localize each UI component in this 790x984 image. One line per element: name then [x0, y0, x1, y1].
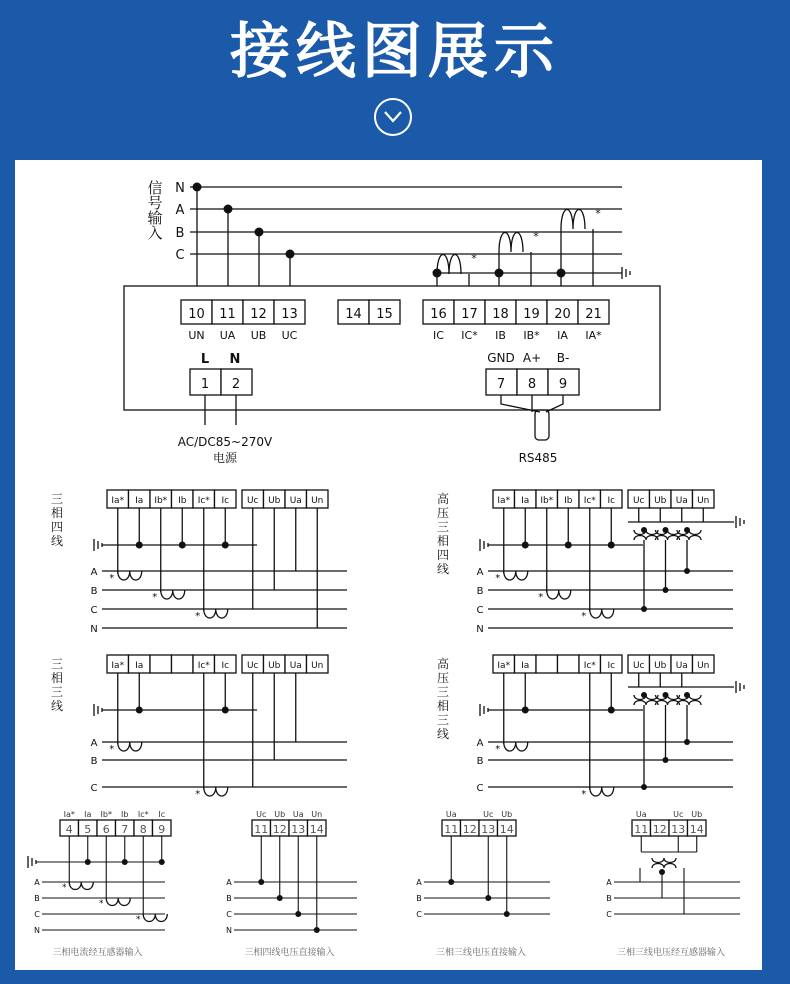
phase-label: A [606, 878, 612, 887]
terminal-label: Ia [84, 810, 92, 819]
terminal-number: 14 [309, 823, 324, 836]
terminal-number: 2 [231, 377, 241, 392]
terminal-label: Ub [274, 810, 286, 819]
wiring-mode-label: 压 [436, 671, 450, 685]
terminal-label: Ia* [111, 496, 125, 506]
terminal-number: 11 [634, 823, 649, 836]
rs485-label: RS485 [518, 451, 558, 465]
wiring-mode-label: 高 [436, 492, 450, 506]
phase-label: C [34, 910, 40, 919]
signal-input-label: 入 [147, 224, 163, 242]
junction-dot [641, 606, 647, 612]
terminal-label: UB [250, 329, 267, 342]
terminal-number: 17 [461, 307, 478, 322]
signal-input-label: 号 [147, 194, 163, 212]
phase-label: N [90, 624, 98, 635]
junction-dot [684, 692, 690, 698]
junction-dot [684, 739, 690, 745]
wiring-mode-label: 压 [436, 506, 450, 520]
terminal-number: 13 [671, 823, 686, 836]
terminal-number: 9 [558, 377, 568, 392]
phase-label: N [226, 926, 232, 935]
terminal-number: 13 [281, 307, 298, 322]
terminal-label: Uc [483, 810, 494, 819]
junction-dot [684, 527, 690, 533]
phase-label: C [606, 910, 612, 919]
wiring-mode-label: 相 [436, 699, 450, 713]
current-terminal [536, 655, 558, 673]
junction-dot [277, 895, 283, 901]
terminal-label: IB [495, 329, 506, 342]
junction-dot [663, 757, 669, 763]
phase-label: C [226, 910, 232, 919]
junction-dot [663, 692, 669, 698]
terminal-number: 8 [527, 377, 537, 392]
terminal-label: Ua [289, 661, 302, 671]
current-transformer-coil [590, 787, 614, 796]
phase-label: A [476, 738, 484, 749]
current-transformer-coil [561, 210, 585, 230]
junction-dot [136, 707, 143, 714]
terminal-label: Ub [501, 810, 513, 819]
comm-label: GND [487, 351, 515, 365]
terminal-label: Ib* [100, 810, 112, 819]
current-transformer-coil [204, 609, 228, 618]
terminal-label: Un [311, 496, 324, 506]
current-terminal [558, 655, 580, 673]
phase-label: N [476, 624, 484, 635]
terminal-label: Ic* [197, 496, 210, 506]
terminal-number: 11 [219, 307, 236, 322]
terminal-number: 14 [499, 823, 514, 836]
phase-label: B [226, 894, 232, 903]
wiring-mode-label: 相 [50, 671, 64, 685]
terminal-label: Ic* [137, 810, 149, 819]
phase-label: C [90, 783, 98, 794]
wiring-mode-label: 三 [436, 520, 450, 534]
junction-dot [295, 911, 301, 917]
terminal-label: Ia [521, 496, 530, 506]
junction-dot [136, 542, 143, 549]
junction-dot [504, 911, 510, 917]
star-mark: * [136, 915, 141, 925]
current-transformer-coil [547, 590, 571, 599]
star-mark: * [538, 592, 544, 603]
terminal-label: Ua [675, 496, 688, 506]
junction-dot [522, 542, 529, 549]
terminal-number: 4 [65, 823, 73, 836]
terminal-number: 14 [345, 307, 362, 322]
junction-dot [222, 542, 229, 549]
phase-label: B [476, 756, 484, 767]
phase-label: A [416, 878, 422, 887]
terminal-label: Ic [607, 496, 616, 506]
terminal-number: 12 [250, 307, 267, 322]
junction-dot [122, 859, 128, 865]
current-transformer-coil [161, 590, 185, 599]
wiring-mode-label: 相 [436, 534, 450, 548]
junction-dot [641, 692, 647, 698]
terminal-label: Uc [256, 810, 267, 819]
junction-dot [485, 895, 491, 901]
voltage-transformer-coil [634, 536, 658, 541]
junction-dot [314, 927, 320, 933]
power-label-n: N [229, 352, 241, 367]
terminal-label: Ic [607, 661, 616, 671]
terminal-number: 19 [523, 307, 540, 322]
terminal-label: Uc [246, 661, 259, 671]
terminal-number: 12 [272, 823, 287, 836]
terminal-label: Ic* [583, 496, 596, 506]
phase-label: B [476, 586, 484, 597]
star-mark: * [109, 573, 115, 584]
terminal-number: 21 [585, 307, 602, 322]
wiring-mode-label: 线 [50, 699, 64, 713]
terminal-label: Ib [178, 496, 187, 506]
phase-label: B [90, 756, 98, 767]
terminal-number: 8 [139, 823, 147, 836]
diagram-caption: 三相三线电压经互感器输入 [616, 948, 726, 958]
terminal-number: 18 [492, 307, 509, 322]
terminal-label: UN [188, 329, 205, 342]
phase-label: N [34, 926, 40, 935]
terminal-label: IA* [585, 329, 602, 342]
voltage-transformer-coil [677, 536, 701, 541]
phase-label: C [476, 605, 484, 616]
junction-dot [641, 784, 647, 790]
terminal-number: 9 [158, 823, 166, 836]
wiring-mode-label: 三 [50, 685, 64, 699]
terminal-label: Uc [632, 496, 645, 506]
terminal-number: 12 [462, 823, 477, 836]
junction-dot [222, 707, 229, 714]
wiring-mode-label: 线 [436, 727, 450, 741]
terminal-number: 10 [188, 307, 205, 322]
terminal-label: Ua [445, 810, 457, 819]
phase-label: N [175, 181, 185, 196]
junction-dot [179, 542, 186, 549]
diagram-caption: 三相四线电压直接输入 [244, 948, 335, 958]
current-transformer-coil [69, 882, 93, 890]
voltage-transformer-coil [634, 701, 658, 706]
phase-label: C [175, 248, 185, 263]
junction-dot [258, 879, 264, 885]
terminal-label: Ic [221, 661, 230, 671]
wiring-diagram [15, 160, 762, 970]
wiring-mode-label: 三 [436, 685, 450, 699]
terminal-label: Ub [268, 496, 281, 506]
phase-label: C [476, 783, 484, 794]
junction-dot [85, 859, 91, 865]
terminal-number: 1 [200, 377, 210, 392]
terminal-label: Ua [289, 496, 302, 506]
star-mark: * [595, 207, 601, 220]
current-transformer-coil [504, 571, 528, 580]
terminal-label: Ub [268, 661, 281, 671]
current-transformer-coil [499, 233, 523, 253]
junction-dot [684, 568, 690, 574]
star-mark: * [62, 883, 67, 893]
star-mark: * [495, 744, 501, 755]
terminal-number: 7 [496, 377, 506, 392]
terminal-number: 5 [84, 823, 92, 836]
voltage-transformer-coil [652, 858, 676, 863]
terminal-number: 13 [291, 823, 306, 836]
phase-label: A [34, 878, 40, 887]
phase-label: A [226, 878, 232, 887]
star-mark: * [152, 592, 158, 603]
terminal-number: 20 [554, 307, 571, 322]
voltage-transformer-coil [656, 701, 680, 706]
terminal-label: Ia* [63, 810, 75, 819]
terminal-label: Un [697, 496, 710, 506]
terminal-label: Ic [158, 810, 166, 819]
terminal-label: Ic* [197, 661, 210, 671]
phase-label: B [90, 586, 98, 597]
junction-dot [159, 859, 165, 865]
power-supply-text: 电源 [212, 451, 238, 465]
terminal-label: Ic* [583, 661, 596, 671]
terminal-label: Ib [564, 496, 573, 506]
current-transformer-coil [143, 914, 167, 922]
terminal-label: Ia [135, 661, 144, 671]
terminal-label: UC [281, 329, 298, 342]
star-mark: * [581, 611, 587, 622]
terminal-label: Ub [691, 810, 703, 819]
current-transformer-coil [590, 609, 614, 618]
page-title: 接线图展示 [230, 17, 560, 87]
terminal-label: Ib* [540, 496, 554, 506]
current-transformer-coil [118, 571, 142, 580]
star-mark: * [471, 252, 477, 265]
junction-dot [522, 707, 529, 714]
wiring-mode-label: 线 [436, 562, 450, 576]
current-terminal [172, 655, 194, 673]
terminal-label: Uc [673, 810, 684, 819]
wiring-mode-label: 高 [436, 657, 450, 671]
junction-dot [608, 542, 615, 549]
terminal-label: Ub [654, 496, 667, 506]
terminal-number: 6 [102, 823, 110, 836]
terminal-number: 12 [652, 823, 667, 836]
diagram-caption: 三相电流经互感器输入 [52, 948, 143, 958]
star-mark: * [581, 789, 587, 800]
current-transformer-coil [106, 898, 130, 906]
terminal-label: Ia* [111, 661, 125, 671]
header-banner [0, 0, 790, 160]
comm-label: B- [556, 351, 570, 365]
current-transformer-coil [504, 742, 528, 751]
phase-label: B [606, 894, 612, 903]
voltage-transformer-coil [652, 864, 676, 869]
wiring-mode-label: 四 [436, 548, 450, 562]
comm-label: A+ [522, 351, 542, 365]
terminal-number: 11 [254, 823, 269, 836]
signal-input-label: 信 [147, 179, 163, 197]
terminal-label: Un [311, 661, 324, 671]
terminal-number: 11 [444, 823, 459, 836]
terminal-label: Un [311, 810, 323, 819]
star-mark: * [495, 573, 501, 584]
current-transformer-coil [204, 787, 228, 796]
junction-dot [565, 542, 572, 549]
wiring-mode-label: 四 [50, 520, 64, 534]
phase-label: C [90, 605, 98, 616]
terminal-label: IC* [461, 329, 478, 342]
voltage-transformer-coil [677, 701, 701, 706]
current-terminal [150, 655, 172, 673]
terminal-label: IA [557, 329, 568, 342]
power-label-l: L [200, 352, 210, 367]
phase-label: B [416, 894, 422, 903]
rs485-cable [535, 410, 549, 440]
terminal-number: 15 [376, 307, 393, 322]
star-mark: * [195, 789, 201, 800]
diagram-caption: 三相三线电压直接输入 [435, 948, 527, 958]
terminal-label: Ua [675, 661, 688, 671]
phase-label: A [90, 738, 98, 749]
chevron-down-circle-icon [373, 97, 413, 137]
terminal-label: Ia* [497, 661, 511, 671]
junction-dot [608, 707, 615, 714]
wiring-mode-label: 相 [50, 506, 64, 520]
phase-label: C [416, 910, 422, 919]
terminal-number: 7 [121, 823, 129, 836]
junction-dot [448, 879, 454, 885]
star-mark: * [533, 230, 539, 243]
voltage-transformer-coil [656, 536, 680, 541]
phase-label: A [90, 567, 98, 578]
terminal-label: UA [219, 329, 236, 342]
terminal-label: IB* [523, 329, 540, 342]
terminal-label: Ia* [497, 496, 511, 506]
terminal-label: Ib* [154, 496, 168, 506]
junction-dot [641, 527, 647, 533]
terminal-number: 16 [430, 307, 447, 322]
terminal-label: Ia [135, 496, 144, 506]
terminal-label: IC [433, 329, 444, 342]
terminal-label: Ua [635, 810, 647, 819]
star-mark: * [195, 611, 201, 622]
wiring-mode-label: 三 [50, 657, 64, 671]
terminal-label: Ua [292, 810, 304, 819]
phase-label: B [175, 226, 185, 241]
junction-dot [663, 587, 669, 593]
terminal-label: Ub [654, 661, 667, 671]
terminal-label: Ic [221, 496, 230, 506]
star-mark: * [109, 744, 115, 755]
phase-label: B [34, 894, 40, 903]
terminal-label: Uc [246, 496, 259, 506]
phase-label: A [476, 567, 484, 578]
terminal-label: Un [697, 661, 710, 671]
signal-input-label: 输 [147, 209, 163, 227]
current-transformer-coil [118, 742, 142, 751]
junction-dot [663, 527, 669, 533]
wiring-diagram-panel [15, 160, 762, 970]
wiring-mode-label: 线 [50, 534, 64, 548]
power-supply-text: AC/DC85~270V [177, 435, 273, 449]
terminal-label: Ib [121, 810, 129, 819]
terminal-number: 14 [689, 823, 704, 836]
phase-label: A [175, 203, 185, 218]
terminal-number: 13 [481, 823, 496, 836]
wiring-mode-label: 三 [50, 492, 64, 506]
star-mark: * [99, 899, 104, 909]
wiring-mode-label: 三 [436, 713, 450, 727]
terminal-label: Ia [521, 661, 530, 671]
terminal-label: Uc [632, 661, 645, 671]
